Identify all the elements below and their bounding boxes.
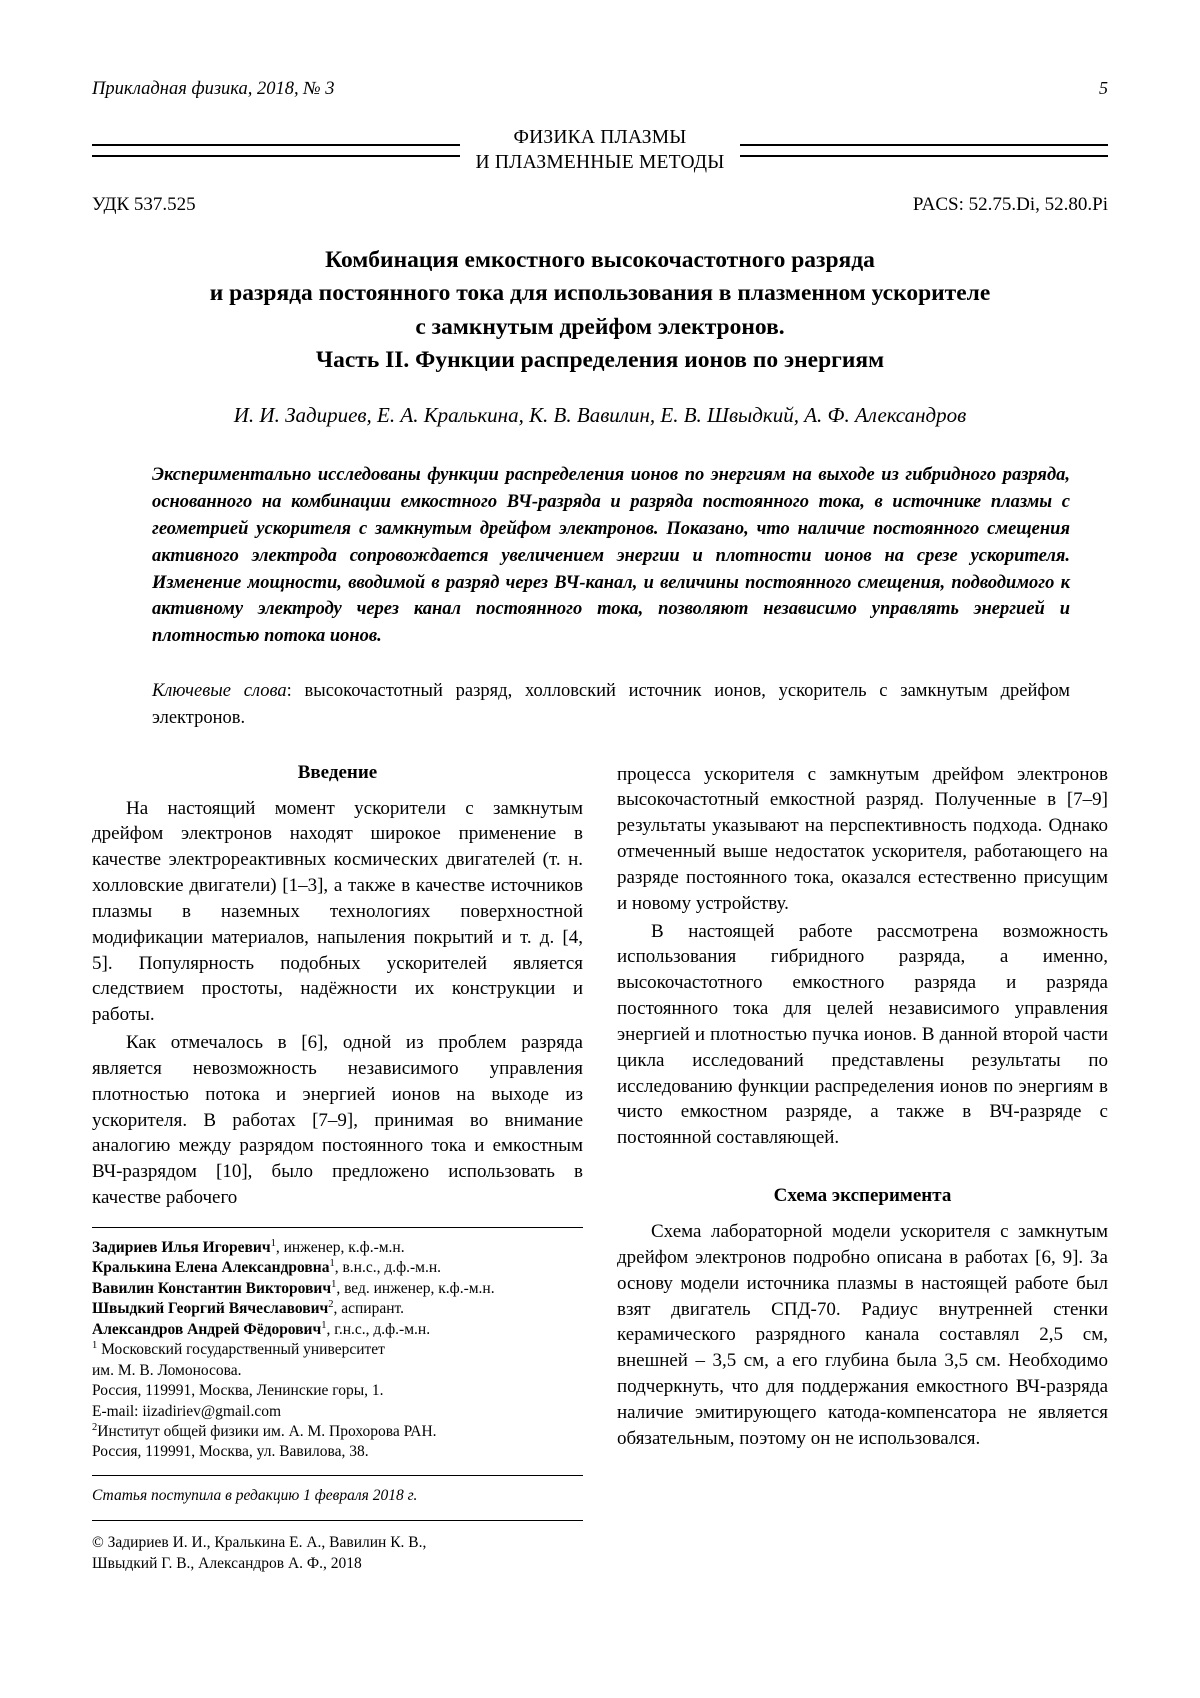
abstract: Экспериментально исследованы функции распределения ионов по энергиям на выходе из гибридного разряда, основанного на комбинации емкостного ВЧ-разряда и разряда постоянного тока, в источнике плазмы с геометрией ускорителя с замкнутым дрейфом электронов. Показано, что наличие постоянного смещения активного электрода сопровождается увеличением энергии и плотности ионов на срезе ускорителя. Изменение мощности, вводимой в разряд через ВЧ-канал, и величины постоянного смещения, подводимого к активному электроду через канал постоянного тока, позволяют независимо управлять энергией и плотностью потока ионов.	[152, 465, 1070, 647]
footnote-author-marker: 1	[331, 1278, 337, 1290]
copyright-notice	[92, 1520, 583, 1575]
title-line-4: Часть II. Функции распределения ионов по энергиям	[315, 346, 885, 373]
footnote-author-role: , в.н.с., д.ф.-м.н.	[334, 1259, 442, 1277]
banner-text	[476, 126, 725, 176]
keywords-text: : высокочастотный разряд, холловский источник ионов, ускоритель с замкнутым дрейфом электронов.	[152, 681, 1070, 728]
footnote-author-name: Швыдкий Георгий Вячеславович	[92, 1300, 329, 1318]
footnote-author-role: , вед. инженер, к.ф.-м.н.	[336, 1279, 495, 1297]
journal-name: Прикладная физика, 2018, № 3	[92, 79, 335, 99]
page-number: 5	[1099, 78, 1108, 98]
footnote-author-marker: 1	[321, 1319, 327, 1331]
paragraph: На настоящий момент ускорители с замкнутым дрейфом электронов находят широкое применение в качестве электрореактивных космических двигателей (т. н. холловские двигатели) [1–3], а также в качестве источников плазмы в наземных технологиях поверхностной модификации материалов, напыления покрытий и т. д. [4, 5]. Популярность подобных ускорителей является следствием простоты, надёжности их конструкции и работы.	[92, 797, 583, 1026]
footnote-author-role: , инженер, к.ф.-м.н.	[275, 1238, 405, 1256]
affiliation-2-line-1: Институт общей физики им. А. М. Прохорова РАН.	[97, 1422, 437, 1440]
footnote-author-role: , г.н.с., д.ф.-м.н.	[326, 1320, 431, 1338]
udc-code: УДК 537.525	[92, 193, 196, 215]
footnote-block	[92, 1238, 583, 1575]
affiliation-1-marker: 1	[92, 1340, 98, 1352]
paragraph: Как отмечалось в [6], одной из проблем разряда является невозможность независимого управления плотностью потока и энергией ионов на выходе из ускорителя. В работах [7–9], принимая во внимание аналогию между разрядом постоянного тока и емкостным ВЧ-разрядом [10], было предложено использовать в качестве рабочего	[92, 1032, 583, 1209]
section-banner	[92, 126, 1108, 176]
title-line-3: с замкнутым дрейфом электронов.	[415, 313, 785, 340]
affiliation-1	[92, 1340, 583, 1360]
footnote-author-name: Задириев Илья Игоревич	[92, 1238, 271, 1256]
page-title	[108, 244, 1092, 377]
pacs-code: PACS: 52.75.Di, 52.80.Pi	[912, 193, 1108, 215]
footnote-author-marker: 1	[329, 1258, 335, 1270]
footnote-author-name: Вавилин Константин Викторович	[92, 1279, 332, 1297]
affiliation-1-line-2: им. М. В. Ломоносова.	[92, 1361, 242, 1379]
classification-codes	[92, 194, 1108, 216]
footnote-author	[92, 1320, 583, 1340]
copyright-line-2: Швыдкий Г. В., Александров А. Ф., 2018	[92, 1555, 362, 1573]
affiliation-1-line-1: Московский государственный университет	[97, 1341, 385, 1359]
heading-introduction: Введение	[297, 761, 378, 783]
banner-rule-left	[92, 144, 460, 157]
heading-experiment-scheme: Схема эксперимента	[773, 1185, 952, 1207]
affiliation-2	[92, 1422, 583, 1442]
footnote-divider	[92, 1227, 583, 1228]
footnote-author-name: Кралькина Елена Александровна	[92, 1259, 330, 1277]
footnote-author-marker: 1	[270, 1237, 276, 1249]
footnote-author	[92, 1258, 583, 1278]
paragraph: Схема лабораторной модели ускорителя с замкнутым дрейфом электронов подробно описана в работах [6, 9]. За основу модели источника плазмы в настоящей работе был взят двигатель СПД-70. Радиус внутренней стенки керамического разрядного канала составлял 2,5 см, внешней – 3,5 см, а его глубина была 3,5 см. Необходимо подчеркнуть, что для поддержания емкостного ВЧ-разряда наличие эмитирующего катода-компенсатора не является обязательным, поэтому он не использовался.	[617, 1221, 1108, 1449]
left-column	[92, 762, 583, 1576]
footnote-author-name: Александров Андрей Фёдорович	[92, 1320, 322, 1338]
banner-rule-right	[740, 144, 1108, 157]
keywords	[152, 678, 1070, 732]
banner-line-1: ФИЗИКА ПЛАЗМЫ	[513, 127, 687, 148]
banner-line-2: И ПЛАЗМЕННЫЕ МЕТОДЫ	[475, 151, 725, 173]
footnote-author	[92, 1279, 583, 1299]
footnote-author	[92, 1299, 583, 1319]
running-head	[92, 78, 1108, 100]
received-date: Статья поступила в редакцию 1 февраля 2018 г.	[92, 1475, 583, 1506]
footnote-author	[92, 1238, 583, 1258]
affiliation-2-marker: 2	[92, 1421, 98, 1433]
title-line-1: Комбинация емкостного высокочастотного разряда	[325, 246, 875, 273]
affiliation-2-address: Россия, 119991, Москва, ул. Вавилова, 38.	[92, 1443, 369, 1461]
paragraph: В настоящей работе рассмотрена возможность использования гибридного разряда, а именно, высокочастотного емкостного разряда и разряда постоянного тока для целей независимого управления энергией и плотностью пучка ионов. В данной второй части цикла исследований представлены результаты по исследованию функции распределения ионов по энергиям в чисто емкостном разряде, а также в ВЧ-разряде с постоянной составляющей.	[617, 920, 1108, 1149]
footnote-author-marker: 2	[328, 1299, 334, 1311]
paragraph: процесса ускорителя с замкнутым дрейфом электронов высокочастотный емкостной разряд. Полученные в [7–9] результаты указывают на перспективность подхода. Однако отмеченный выше недостаток ускорителя, работающего на разряде постоянного тока, оказался естественно присущим и новому устройству.	[617, 763, 1108, 914]
copyright-line-1: © Задириев И. И., Кралькина Е. А., Вавилин К. В.,	[92, 1534, 427, 1552]
affiliation-1-email[interactable]: E-mail: iizadiriev@gmail.com	[92, 1402, 282, 1420]
keywords-label: Ключевые слова	[152, 681, 287, 702]
affiliation-1-address: Россия, 119991, Москва, Ленинские горы, 1.	[92, 1382, 384, 1400]
title-line-2: и разряда постоянного тока для использования в плазменном ускорителе	[209, 280, 991, 307]
author-list: И. И. Задириев, Е. А. Кралькина, К. В. Вавилин, Е. В. Швыдкий, А. Ф. Александров	[233, 403, 967, 428]
footnote-author-role: , аспирант.	[333, 1300, 405, 1318]
body-columns	[92, 762, 1108, 1576]
right-column	[617, 762, 1108, 1576]
